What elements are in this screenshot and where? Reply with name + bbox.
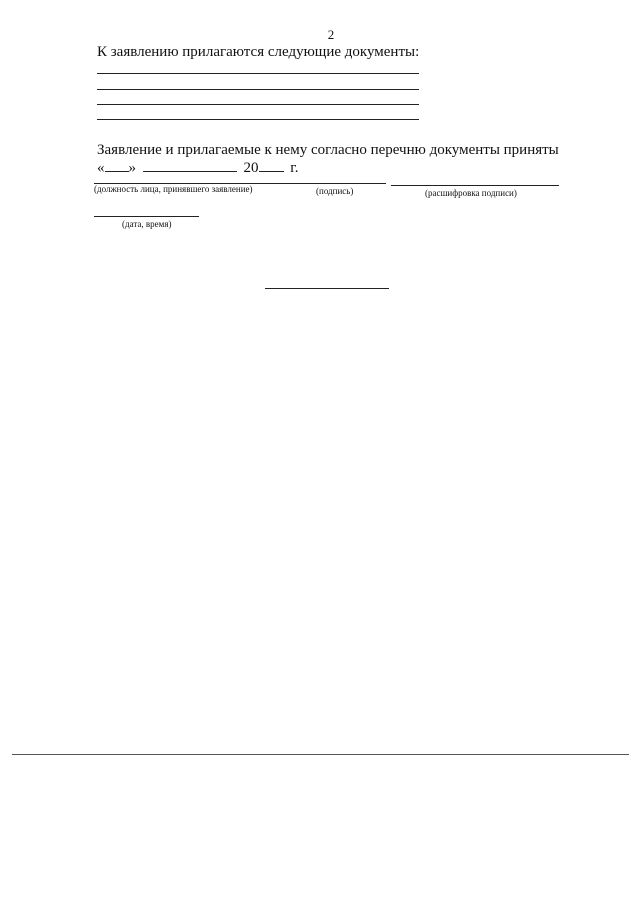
date-close-quote: » [128,160,136,176]
attachment-line-4 [97,119,419,120]
attachment-line-3 [97,104,419,105]
attachments-heading: К заявлению прилагаются следующие документы: [97,44,420,60]
year-suffix: г. [290,160,299,176]
acceptance-date-line [97,159,559,177]
date-open-quote: « [97,160,105,176]
attachment-line-1 [97,73,419,74]
day-blank [105,159,129,172]
datetime-line [94,216,199,217]
attachment-line-2 [97,89,419,90]
footnote-separator [12,754,629,755]
year-prefix: 20 [243,160,259,176]
acceptance-block [97,142,559,177]
page-number: 2 [327,27,335,42]
position-caption: (должность лица, принявшего заявление) [94,184,253,194]
signature-caption: (подпись) [316,186,354,196]
year-blank [259,159,284,172]
end-of-document-line [265,288,389,289]
month-blank [143,159,237,172]
acceptance-statement: Заявление и прилагаемые к нему согласно перечню документы приняты [97,142,559,158]
datetime-caption: (дата, время) [122,219,172,229]
decoding-caption: (расшифровка подписи) [425,188,517,198]
decoding-line [391,185,559,186]
